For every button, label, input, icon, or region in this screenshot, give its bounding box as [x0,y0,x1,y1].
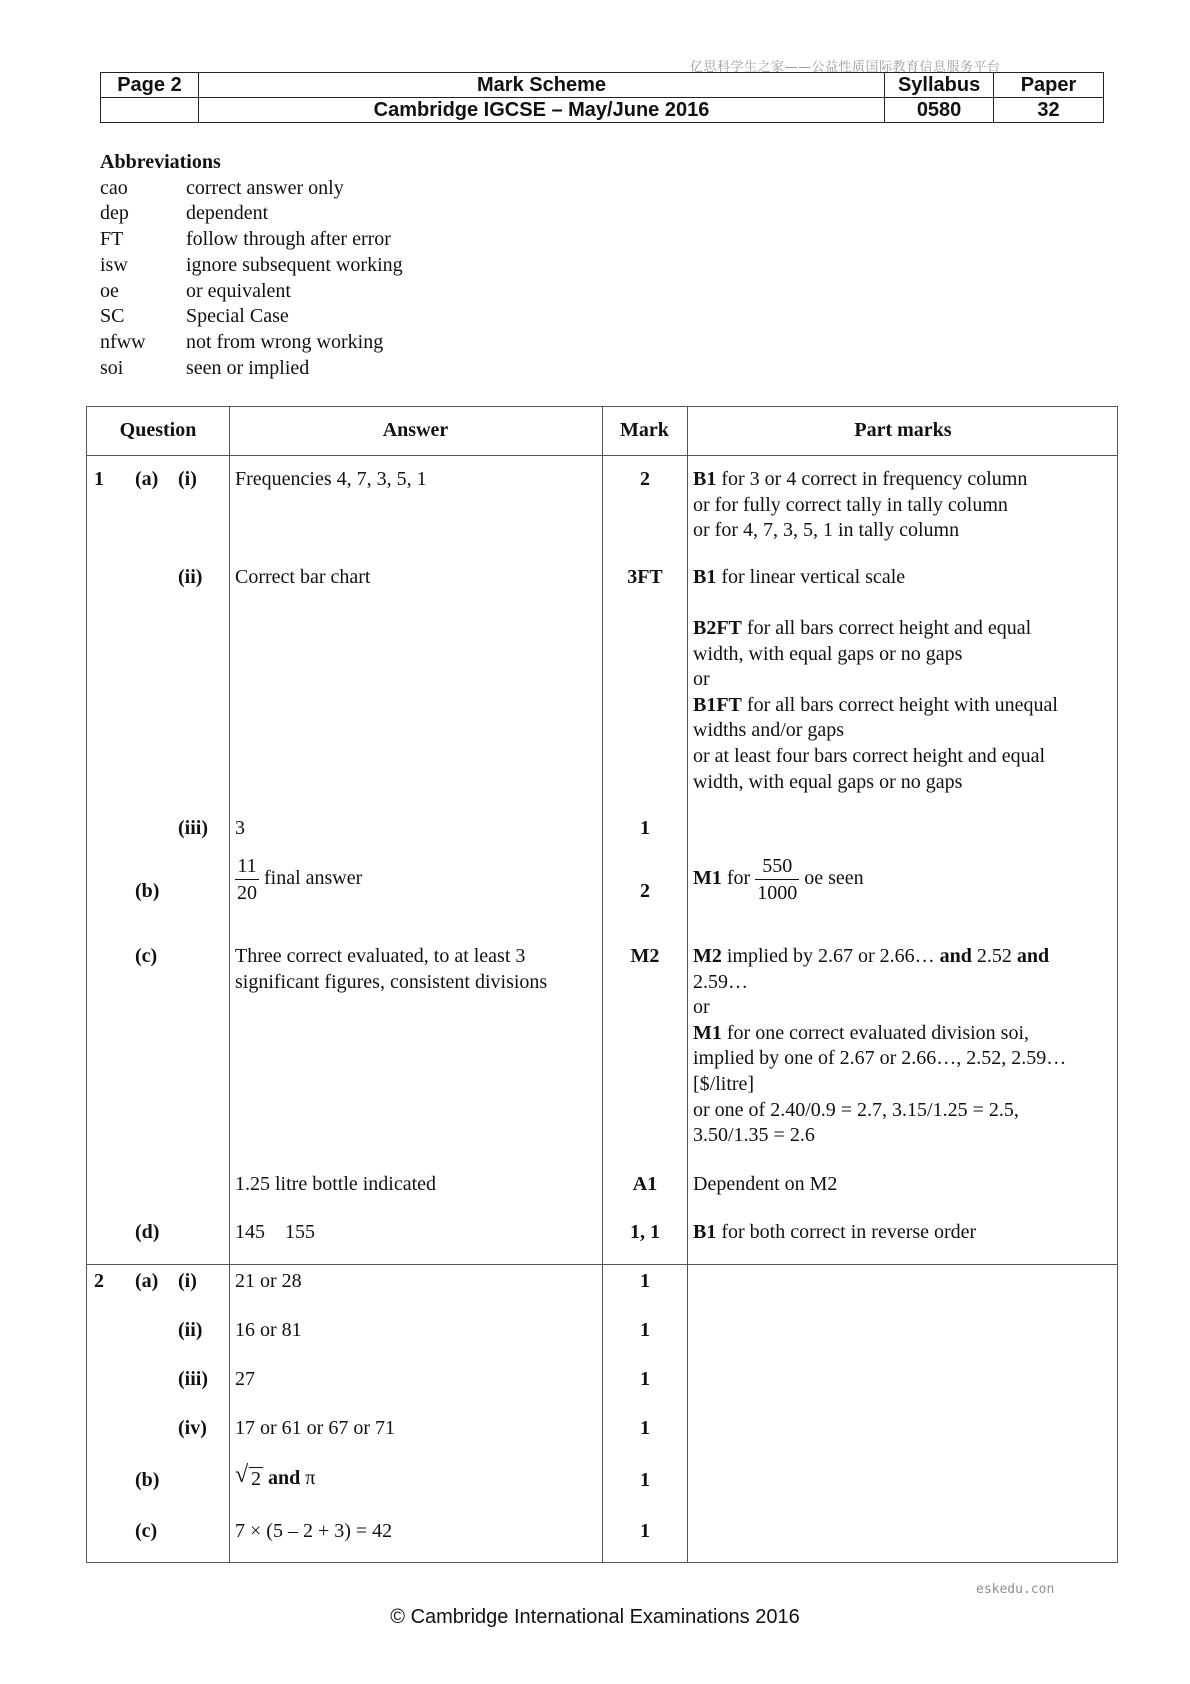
part-marks-text [693,693,1058,719]
mark-code: B1FT [693,693,742,716]
question-subpart: (ii) [178,1319,203,1341]
mark-value: 1, 1 [630,1221,660,1243]
mark-value: 1 [640,1469,650,1491]
answer-and: and [263,1467,306,1489]
header-row-divider [87,455,1117,456]
document-subtitle: Cambridge IGCSE – May/June 2016 [198,98,884,123]
part-marks-line: for both correct in reverse order [716,1221,977,1243]
syllabus-value: 0580 [885,98,994,123]
header-table [100,72,1104,123]
part-marks-text [693,1021,1029,1047]
fraction-denominator: 1000 [757,882,798,904]
mark-value: A1 [632,1173,658,1195]
question-subpart: (ii) [178,566,203,588]
answer-text: Three correct evaluated, to at least 3 [235,945,526,967]
abbreviations-section [100,150,403,381]
part-marks-line: for all bars correct height and equal [741,617,1032,639]
part-marks-text [693,616,1031,642]
part-marks-text: Dependent on M2 [693,1173,838,1195]
abbreviation-meaning: dependent [186,202,269,225]
answer-text: 145 155 [235,1221,315,1243]
mark-code: M1 [693,1021,722,1044]
part-marks-or: or [693,668,710,691]
question-part: (d) [135,1221,160,1243]
mark-value: 1 [640,817,650,839]
part-marks-line: widths and/or gaps [693,719,845,742]
abbreviation-row [100,356,403,382]
question-divider [87,1264,1117,1265]
part-marks-line: 2.59… [693,970,748,993]
part-marks-text [693,944,1049,970]
question-part: (b) [135,1469,160,1491]
mark-code: B1 [693,1221,717,1243]
answer-suffix: final answer [259,867,363,890]
question-number: 2 [94,1270,104,1292]
column-header-answer: Answer [382,419,449,441]
abbreviation-row [100,253,403,279]
mark-code: B1 [693,566,717,588]
paper-value: 32 [994,98,1104,123]
answer-text: 16 or 81 [235,1319,302,1341]
abbreviation-code: nfww [100,330,146,353]
square-root [235,1461,263,1493]
page-number: Page 2 [101,73,199,98]
part-marks-text [693,467,1027,493]
part-marks-line: width, with equal gaps or no gaps [693,770,963,793]
part-marks-suffix: oe seen [799,867,864,890]
part-marks-line: 2.52 [971,945,1017,967]
abbreviation-row [100,279,403,305]
fraction [235,853,259,906]
answer-text: 27 [235,1368,255,1390]
question-part: (b) [135,880,160,902]
part-marks-line: for one correct evaluated division soi, [721,1021,1030,1044]
abbreviation-meaning: ignore subsequent working [186,253,403,276]
mark-value: 1 [640,1417,650,1439]
part-marks-and: and [1016,945,1050,967]
part-marks-and: and [939,945,972,967]
mark-value: 2 [640,468,650,490]
abbreviations-title: Abbreviations [100,151,221,173]
fraction-denominator: 20 [237,882,257,904]
mark-value: 1 [640,1520,650,1542]
fraction [755,853,799,906]
mark-scheme-table [86,406,1118,1563]
mark-value: 1 [640,1270,650,1292]
part-marks-line: 3.50/1.35 = 2.6 [693,1124,815,1147]
part-marks-line: [$/litre] [693,1073,755,1095]
pi-symbol: π [305,1467,316,1489]
abbreviation-meaning: seen or implied [186,356,310,379]
answer-text: significant figures, consistent divisions [235,970,548,993]
part-marks-line: implied by one of 2.67 or 2.66…, 2.52, 2.59… [693,1047,1067,1070]
part-marks-line: or one of 2.40/0.9 = 2.7, 3.15/1.25 = 2.5, [693,1098,1019,1121]
abbreviation-row [100,176,403,202]
answer-text: Frequencies 4, 7, 3, 5, 1 [235,468,427,490]
abbreviation-code: oe [100,279,119,302]
paper-label: Paper [994,73,1104,98]
mark-code: M2 [693,945,722,967]
part-marks-line: or for fully correct tally in tally column [693,493,1008,516]
abbreviation-meaning: or equivalent [186,279,291,302]
part-marks-for: for [721,867,756,890]
abbreviation-row [100,227,403,253]
abbreviation-meaning: not from wrong working [186,330,384,353]
question-subpart: (iii) [178,817,208,839]
part-marks-line: or for 4, 7, 3, 5, 1 in tally column [693,519,960,542]
abbreviation-meaning: Special Case [186,305,289,328]
mark-value: 1 [640,1319,650,1341]
abbreviation-code: dep [100,202,129,225]
copyright-footer: © Cambridge International Examinations 2016 [390,1606,800,1628]
answer-text [235,1461,316,1492]
question-subpart: (iii) [178,1368,208,1390]
mark-code: B2FT [693,617,742,639]
answer-text: 3 [235,817,245,839]
part-marks-or: or [693,996,710,1019]
abbreviation-code: isw [100,253,128,276]
part-marks-line: implied by 2.67 or 2.66… [721,945,940,967]
question-subpart: (i) [178,468,197,490]
part-marks-text [693,565,905,591]
part-marks-line: or at least four bars correct height and equal [693,745,1046,767]
column-divider [229,407,230,1562]
answer-text: 17 or 61 or 67 or 71 [235,1417,395,1439]
abbreviation-meaning: follow through after error [186,228,391,251]
fraction-numerator: 550 [755,853,799,880]
part-marks-text [693,1220,976,1246]
abbreviation-code: soi [100,356,124,379]
radicand: 2 [251,1467,261,1490]
mark-code: B1 [693,468,717,490]
column-header-mark: Mark [620,419,669,441]
watermark-top: 亿思科学生之家——公益性质国际教育信息服务平台 [690,60,1001,75]
answer-text: 21 or 28 [235,1270,302,1292]
syllabus-label: Syllabus [885,73,994,98]
question-subpart: (i) [178,1270,197,1292]
column-divider [687,407,688,1562]
abbreviation-row [100,330,403,356]
column-header-question: Question [119,419,197,441]
question-subpart: (iv) [178,1417,207,1439]
answer-text: 7 × (5 – 2 + 3) = 42 [235,1520,393,1542]
question-part: (a) [135,1270,159,1292]
watermark-bottom: eskedu.con [976,1582,1055,1597]
answer-text: Correct bar chart [235,566,371,588]
mark-value: 2 [640,880,650,902]
fraction-numerator: 11 [235,853,259,880]
question-part: (a) [135,468,159,490]
part-marks-line: for linear vertical scale [716,566,906,588]
abbreviation-code: cao [100,176,128,199]
abbreviation-row [100,304,403,330]
part-marks-text [693,853,864,906]
answer-text: 1.25 litre bottle indicated [235,1173,437,1195]
part-marks-line: for all bars correct height with unequal [741,693,1058,716]
part-marks-line: for 3 or 4 correct in frequency column [716,468,1028,490]
mark-value: M2 [630,945,660,967]
radical-sign-icon: √ [235,1461,249,1488]
question-part: (c) [135,945,158,967]
header-empty-cell [101,98,199,123]
document-title: Mark Scheme [198,73,884,98]
abbreviation-code: FT [100,228,124,251]
abbreviation-meaning: correct answer only [186,176,344,199]
abbreviation-row [100,201,403,227]
mark-code: M1 [693,867,722,890]
mark-value: 1 [640,1368,650,1390]
question-number: 1 [94,468,104,490]
part-marks-line: width, with equal gaps or no gaps [693,642,963,665]
question-part: (c) [135,1520,158,1542]
column-header-part-marks: Part marks [854,419,952,441]
abbreviation-code: SC [100,305,125,328]
mark-value: 3FT [627,566,663,588]
answer-text [235,853,362,906]
